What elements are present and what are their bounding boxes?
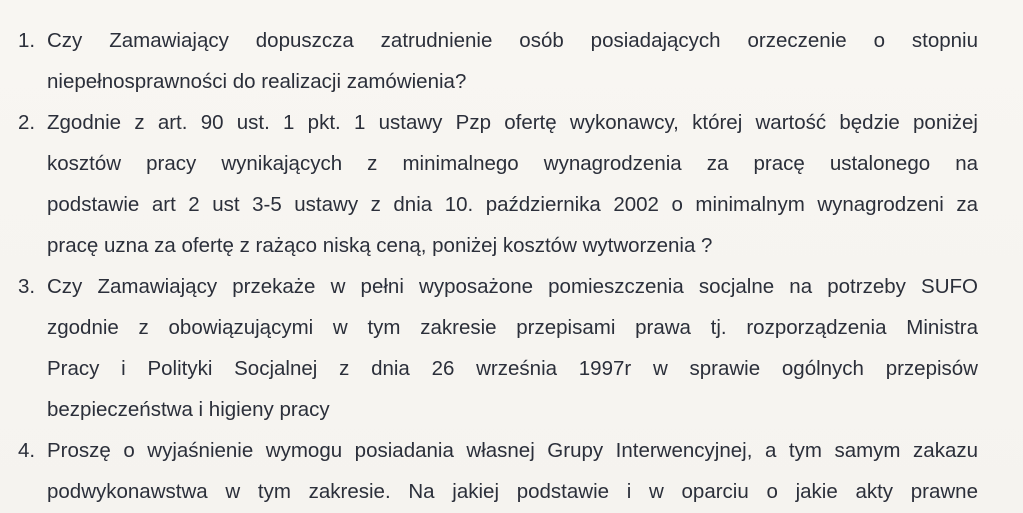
list-item-2: [18, 102, 978, 266]
list-item-4: [18, 430, 978, 512]
item-3-line-4: bezpieczeństwa i higieny pracy: [47, 398, 330, 421]
item-2-line-1-text: Zgodnie z art. 90 ust. 1 pkt. 1 ustawy Pzp ofertę wykonawcy, której wartość będzie poniżej: [47, 111, 978, 134]
list-item-1: [18, 20, 978, 102]
item-4-number: 4.: [18, 439, 36, 462]
item-1-line-1-text: Czy Zamawiający dopuszcza zatrudnienie osób posiadających orzeczenie o stopniu: [47, 29, 978, 52]
item-3-number: 3.: [18, 275, 36, 298]
item-2-line-1: [18, 102, 978, 143]
item-1-line-2: niepełnosprawności do realizacji zamówienia?: [47, 70, 467, 93]
item-4-line-2: podwykonawstwa w tym zakresie. Na jakiej podstawie i w oparciu o jakie akty prawne: [47, 480, 978, 503]
document-text: [18, 20, 978, 512]
item-2-line-4: pracę uzna za ofertę z rażąco niską ceną, poniżej kosztów wytworzenia ?: [47, 234, 713, 257]
item-3-line-2: zgodnie z obowiązującymi w tym zakresie przepisami prawa tj. rozporządzenia Ministra: [47, 316, 978, 339]
item-1-number: 1.: [18, 29, 36, 52]
item-3-line-1: [18, 266, 978, 307]
item-3-line-3: Pracy i Polityki Socjalnej z dnia 26 września 1997r w sprawie ogólnych przepisów: [47, 357, 978, 380]
item-4-line-1: [18, 430, 978, 471]
item-2-line-2: kosztów pracy wynikających z minimalnego wynagrodzenia za pracę ustalonego na: [47, 152, 978, 175]
item-2-number: 2.: [18, 111, 36, 134]
item-3-line-1-text: Czy Zamawiający przekaże w pełni wyposażone pomieszczenia socjalne na potrzeby SUFO: [47, 275, 978, 298]
item-2-line-3: podstawie art 2 ust 3-5 ustawy z dnia 10. października 2002 o minimalnym wynagrodzeni za: [47, 193, 978, 216]
item-1-line-1: [18, 20, 978, 61]
list-item-3: [18, 266, 978, 430]
item-4-line-1-text: Proszę o wyjaśnienie wymogu posiadania własnej Grupy Interwencyjnej, a tym samym zakazu: [47, 439, 978, 462]
